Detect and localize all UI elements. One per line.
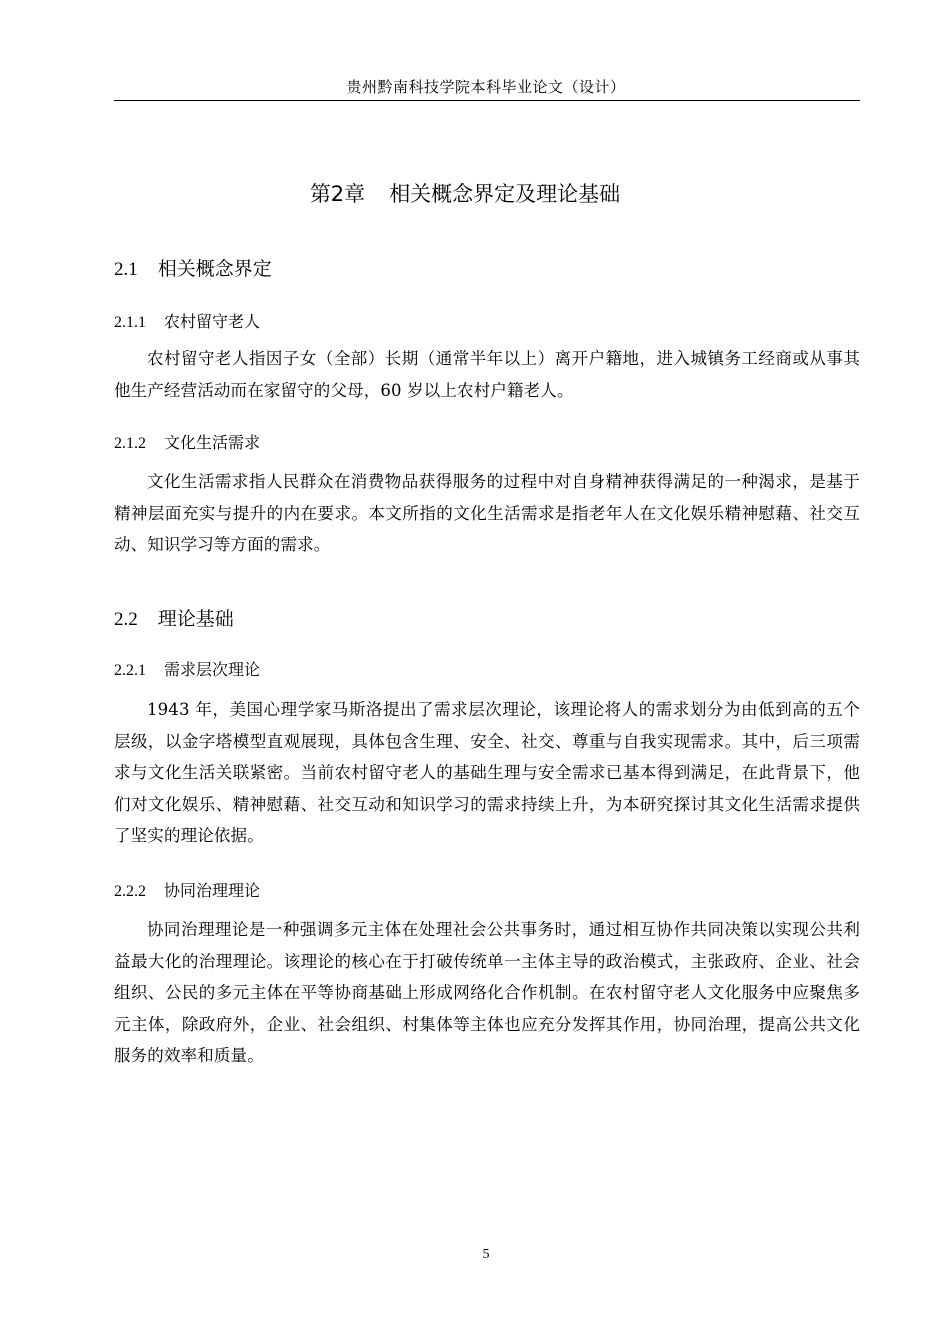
section-heading <box>114 604 234 631</box>
subsection-heading <box>114 657 260 680</box>
subsection-heading <box>114 878 260 901</box>
section-number: 2.1 <box>114 259 138 280</box>
chapter-heading <box>0 178 930 208</box>
body-paragraph: 农村留守老人指因子女（全部）长期（通常半年以上）离开户籍地，进入城镇务工经商或从事其他生产经营活动而在家留守的父母，60 岁以上农村户籍老人。 <box>114 349 860 400</box>
section-heading <box>114 254 272 281</box>
body-paragraph: 文化生活需求指人民群众在消费物品获得服务的过程中对自身精神获得满足的一种渴求，是基于精神层面充实与提升的内在要求。本文所指的文化生活需求是指老年人在文化娱乐精神慰藉、社交互动、知识学习等方面的需求。 <box>114 472 860 554</box>
section-number: 2.2 <box>114 609 138 630</box>
body-paragraph: 1943 年，美国心理学家马斯洛提出了需求层次理论，该理论将人的需求划分为由低到高的五个层级，以金字塔模型直观展现，具体包含生理、安全、社交、尊重与自我实现需求。其中，后三项需求与文化生活关联紧密。当前农村留守老人的基础生理与安全需求已基本得到满足，在此背景下，他们对文化娱乐、精神慰藉、社交互动和知识学习的需求持续上升，为本研究探讨其文化生活需求提供了坚实的理论依据。 <box>114 700 860 845</box>
subsection-number: 2.2.2 <box>114 883 146 900</box>
subsection-number: 2.1.2 <box>114 435 146 452</box>
section-title: 理论基础 <box>157 608 234 630</box>
subsection-title: 协同治理理论 <box>164 881 261 900</box>
page-number: 5 <box>482 1247 490 1262</box>
chapter-number: 第2章 <box>309 182 366 206</box>
header-title: 贵州黔南科技学院本科毕业论文（设计） <box>346 78 626 96</box>
body-paragraph: 协同治理理论是一种强调多元主体在处理社会公共事务时，通过相互协作共同决策以实现公共利益最大化的治理理论。该理论的核心在于打破传统单一主体主导的政治模式，主张政府、企业、社会组织、公民的多元主体在平等协商基础上形成网络化合作机制。在农村留守老人文化服务中应聚焦多元主体，除政府外，企业、社会组织、村集体等主体也应充分发挥其作用，协同治理，提高公共文化服务的效率和质量。 <box>114 920 860 1065</box>
subsection-number: 2.1.1 <box>114 314 146 331</box>
header-divider <box>114 100 860 101</box>
subsection-title: 需求层次理论 <box>164 660 261 679</box>
subsection-heading <box>114 309 260 332</box>
subsection-title: 农村留守老人 <box>164 312 261 331</box>
subsection-heading <box>114 430 260 453</box>
subsection-number: 2.2.1 <box>114 662 146 679</box>
chapter-title: 相关概念界定及理论基础 <box>389 182 621 206</box>
section-title: 相关概念界定 <box>157 258 272 280</box>
subsection-title: 文化生活需求 <box>164 433 261 452</box>
